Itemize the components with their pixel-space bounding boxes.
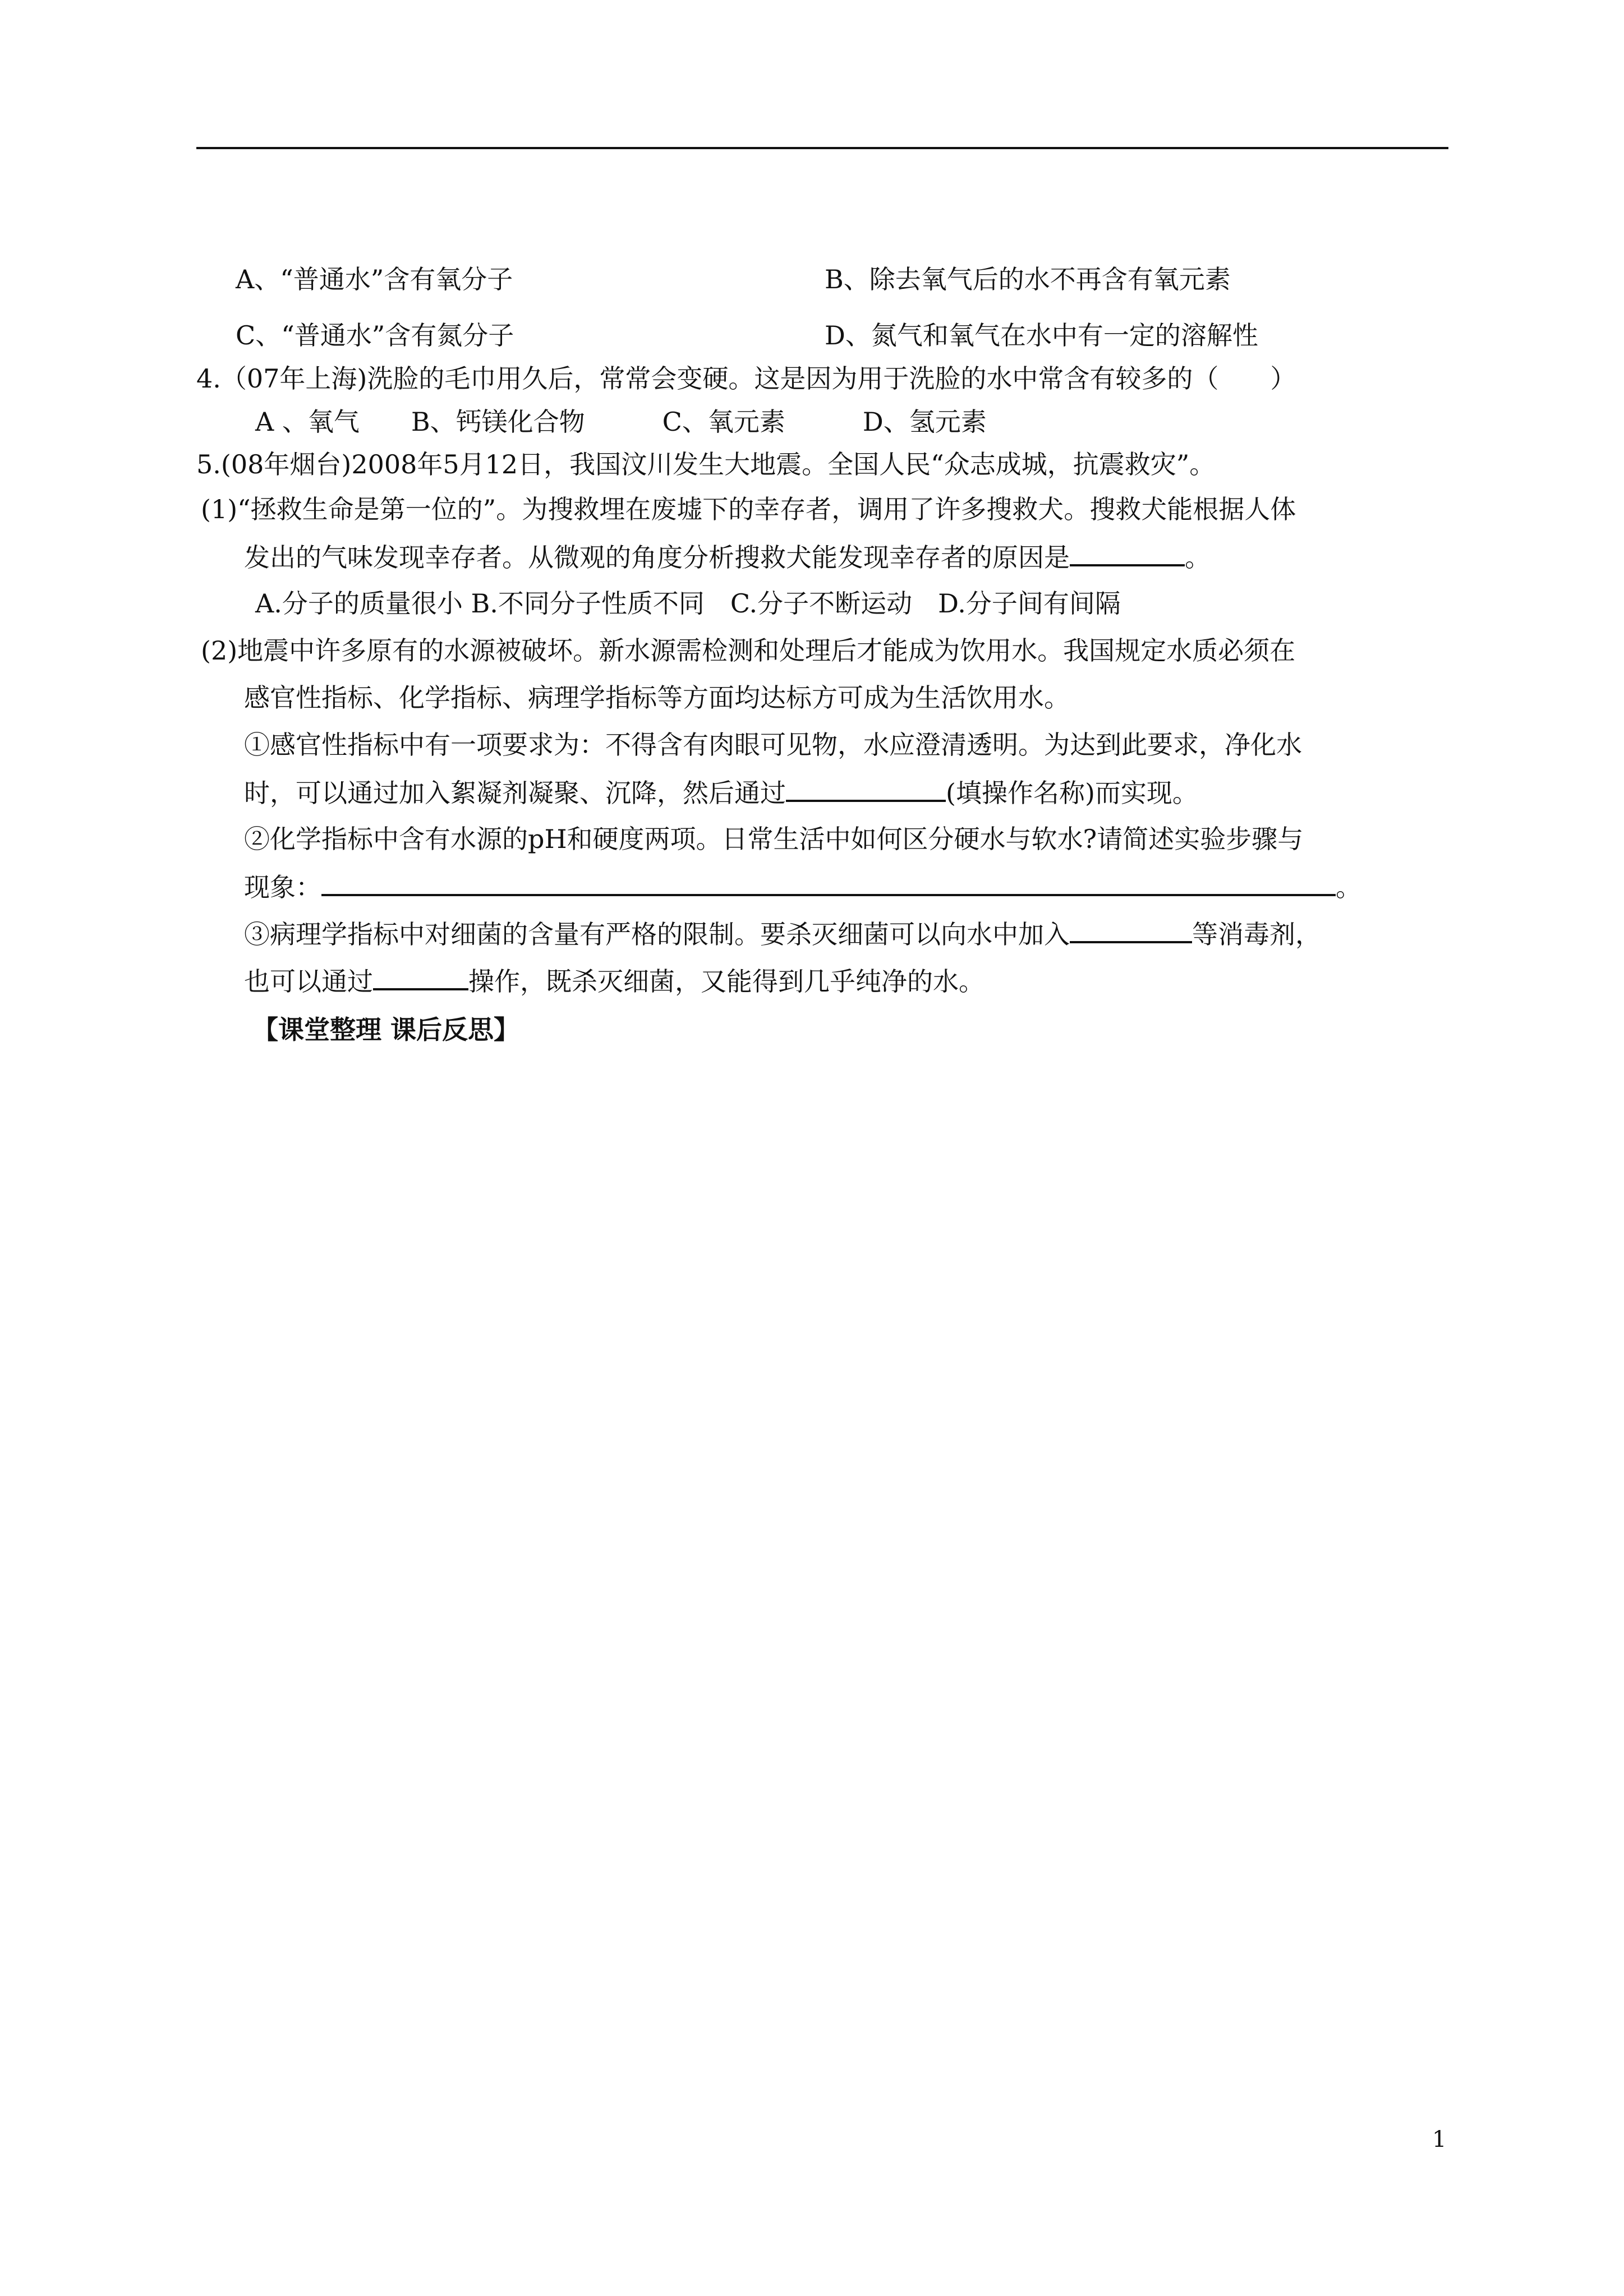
- q5-part2b-line2: [244, 869, 1361, 903]
- q5-part1-end: 。: [1185, 542, 1211, 573]
- q3-option-d: D、氮气和氧气在水中有一定的溶解性: [825, 320, 1258, 351]
- q5-part2c-text-after: 等消毒剂，: [1192, 919, 1321, 949]
- section-heading: 【课堂整理 课后反思】: [252, 1015, 520, 1045]
- q5-stem: 5.(08年烟台)2008年5月12日，我国汶川发生大地震。全国人民“众志成城，抗震救灾”。: [196, 449, 1216, 480]
- q5-part1-line1: (1)“拯救生命是第一位的”。为搜救埋在废墟下的幸存者，调用了许多搜救犬。搜救犬能根据人体: [201, 494, 1296, 524]
- q5-part2c-line2: [244, 963, 984, 997]
- q5-part2c-line1: [244, 916, 1321, 950]
- q4-stem: 4.（07年上海)洗脸的毛巾用久后，常常会变硬。这是因为用于洗脸的水中常含有较多的（ ）: [196, 363, 1296, 394]
- q5-part2a-answer-blank[interactable]: [786, 775, 946, 802]
- q3-option-c: C、“普通水”含有氮分子: [236, 320, 514, 351]
- q5-part2a-text: 时，可以通过加入絮凝剂凝聚、沉降，然后通过: [244, 778, 786, 808]
- q5-part2c-answer-blank-2[interactable]: [373, 963, 468, 990]
- q5-part2c-text-2-after: 操作，既杀灭细菌，又能得到几乎纯净的水。: [468, 966, 984, 997]
- q5-part2b-end: 。: [1336, 872, 1361, 902]
- q5-part2a-text-after: (填操作名称)而实现。: [946, 778, 1198, 808]
- q5-part2a-line2: [244, 775, 1198, 809]
- q5-part2c-answer-blank-1[interactable]: [1070, 916, 1192, 943]
- q5-part1-text: 发出的气味发现幸存者。从微观的角度分析搜救犬能发现幸存者的原因是: [244, 542, 1070, 573]
- q5-part2b-answer-blank[interactable]: [321, 869, 1336, 896]
- q5-part2c-text-2: 也可以通过: [244, 966, 373, 997]
- page-number: 1: [1432, 2127, 1447, 2152]
- q5-part2a-line1: ①感官性指标中有一项要求为：不得含有肉眼可见物，水应澄清透明。为达到此要求，净化水: [244, 730, 1302, 760]
- q5-part2-line2: 感官性指标、化学指标、病理学指标等方面均达标方可成为生活饮用水。: [244, 683, 1070, 713]
- q3-option-b: B、除去氧气后的水不再含有氧元素: [825, 264, 1231, 294]
- q5-part2b-line1: ②化学指标中含有水源的pH和硬度两项。日常生活中如何区分硬水与软水?请简述实验步骤与: [244, 824, 1304, 854]
- q3-option-a: A、“普通水”含有氧分子: [236, 264, 513, 294]
- q5-part2-line1: (2)地震中许多原有的水源被破坏。新水源需检测和处理后才能成为饮用水。我国规定水质必须在: [201, 635, 1296, 666]
- q5-part1-options: A.分子的质量很小 B.不同分子性质不同 C.分子不断运动 D.分子间有间隔: [255, 588, 1121, 619]
- q5-part1-line2: [244, 540, 1211, 573]
- header-rule: [196, 147, 1448, 149]
- q5-part2c-text: ③病理学指标中对细菌的含量有严格的限制。要杀灭细菌可以向水中加入: [244, 919, 1070, 949]
- q5-part2b-text: 现象：: [244, 872, 321, 902]
- q4-options: A 、氧气 B、钙镁化合物 C、氧元素 D、氢元素: [255, 407, 987, 437]
- q5-part1-answer-blank[interactable]: [1070, 540, 1185, 566]
